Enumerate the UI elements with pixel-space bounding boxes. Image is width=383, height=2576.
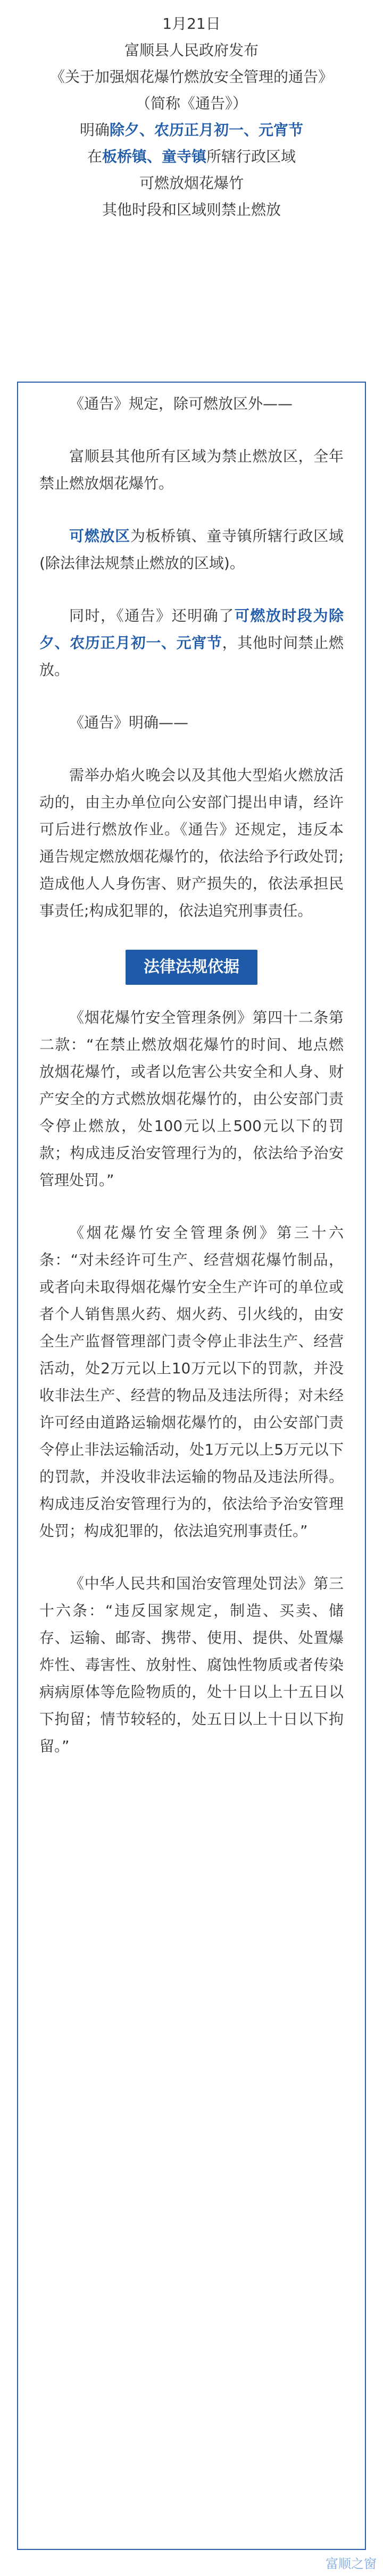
short-name-line: （简称《通告》） [135, 95, 247, 112]
box-paragraph-ban-zone: 富顺县其他所有区域为禁止燃放区，全年禁止燃放烟花爆竹。 [39, 447, 344, 492]
allowed-time-start: 同时，《通告》还明确了 [69, 607, 235, 624]
intro-section [0, 0, 383, 223]
box-paragraph-rules-intro: 《通告》规定，除可燃放区外—— [69, 395, 293, 412]
legal-basis-badge: 法律法规依据 [126, 950, 257, 985]
box-paragraph-allowed-zone [39, 522, 344, 577]
intro-times-prefix: 明确 [79, 121, 110, 139]
box-paragraph-notice-clarifies: 《通告》明确—— [69, 714, 189, 731]
legal-basis-badge-wrap [39, 950, 344, 985]
allowed-time-highlight: 可燃放时段为除夕、农历正月初一、元宵节 [39, 607, 344, 652]
intro-towns-highlight: 板桥镇、童寺镇 [102, 148, 206, 165]
notice-title: 《关于加强烟花爆竹燃放安全管理的通告》 [49, 68, 333, 86]
intro-towns-prefix: 在 [87, 148, 102, 165]
box-paragraph-allowed-time [39, 602, 344, 683]
law-public-security-36: 《中华人民共和国治安管理处罚法》第三十六条：“违反国家规定，制造、买卖、储存、运输、邮寄、携带、使用、提供、处置爆炸性、毒害性、放射性、腐蚀性物质或者传染病病原体等危险物质的，处十日以上十五日以下拘留；情节较轻的，处五日以上十日以下拘留。” [39, 1575, 344, 1755]
intro-times-line [0, 117, 383, 143]
allowed-time-end: ，其他时间禁止燃放。 [39, 634, 344, 679]
law-article-42: 《烟花爆竹安全管理条例》第四十二条第二款：“在禁止燃放烟花爆竹的时间、地点燃放烟花爆竹，或者以危害公共安全和人身、财产安全的方式燃放烟花爆竹的，由公安部门责令停止燃放，处100元以上500元以下的罚款；构成违反治安管理行为的，依法给予治安管理处罚。” [39, 1009, 344, 1189]
content-box [17, 382, 366, 2550]
intro-allowed-line: 可燃放烟花爆竹 [139, 174, 244, 192]
intro-towns-line [0, 143, 383, 170]
box-paragraph-penalties: 需举办焰火晚会以及其他大型焰火燃放活动的，由主办单位向公安部门提出申请，经许可后进行燃放作业。《通告》还规定，违反本通告规定燃放烟花爆竹的，依法给予行政处罚;造成他人人身伤害、财产损失的，依法承担民事责任;构成犯罪的，依法追究刑事责任。 [39, 766, 344, 919]
intro-towns-suffix: 所辖行政区域 [206, 148, 296, 165]
allowed-zone-text: 为板桥镇、童寺镇所辖行政区域(除法律法规禁止燃放的区域)。 [39, 527, 344, 572]
law-article-36: 《烟花爆竹安全管理条例》第三十六条：“对未经许可生产、经营烟花爆竹制品，或者向未取得烟花爆竹安全生产许可的单位或者个人销售黑火药、烟火药、引火线的，由安全生产监督管理部门责令停止非法生产、经营活动，处2万元以上10万元以下的罚款，并没收非法生产、经营的物品及违法所得；对未经许可经由道路运输烟花爆竹的，由公安部门责令停止非法运输活动，处1万元以上5万元以下的罚款，并没收非法运输的物品及违法所得。构成违反治安管理行为的，依法给予治安管理处罚；构成犯罪的，依法追究刑事责任。” [39, 1224, 344, 1540]
allowed-zone-highlight: 可燃放区 [69, 527, 130, 545]
date-line: 1月21日 [162, 15, 221, 32]
intro-banned-line: 其他时段和区域则禁止燃放 [102, 201, 281, 218]
watermark-logo: 富顺之窗 [326, 2556, 377, 2571]
intro-times-highlight: 除夕、农历正月初一、元宵节 [110, 121, 304, 139]
issuer-line: 富顺县人民政府发布 [124, 41, 259, 59]
